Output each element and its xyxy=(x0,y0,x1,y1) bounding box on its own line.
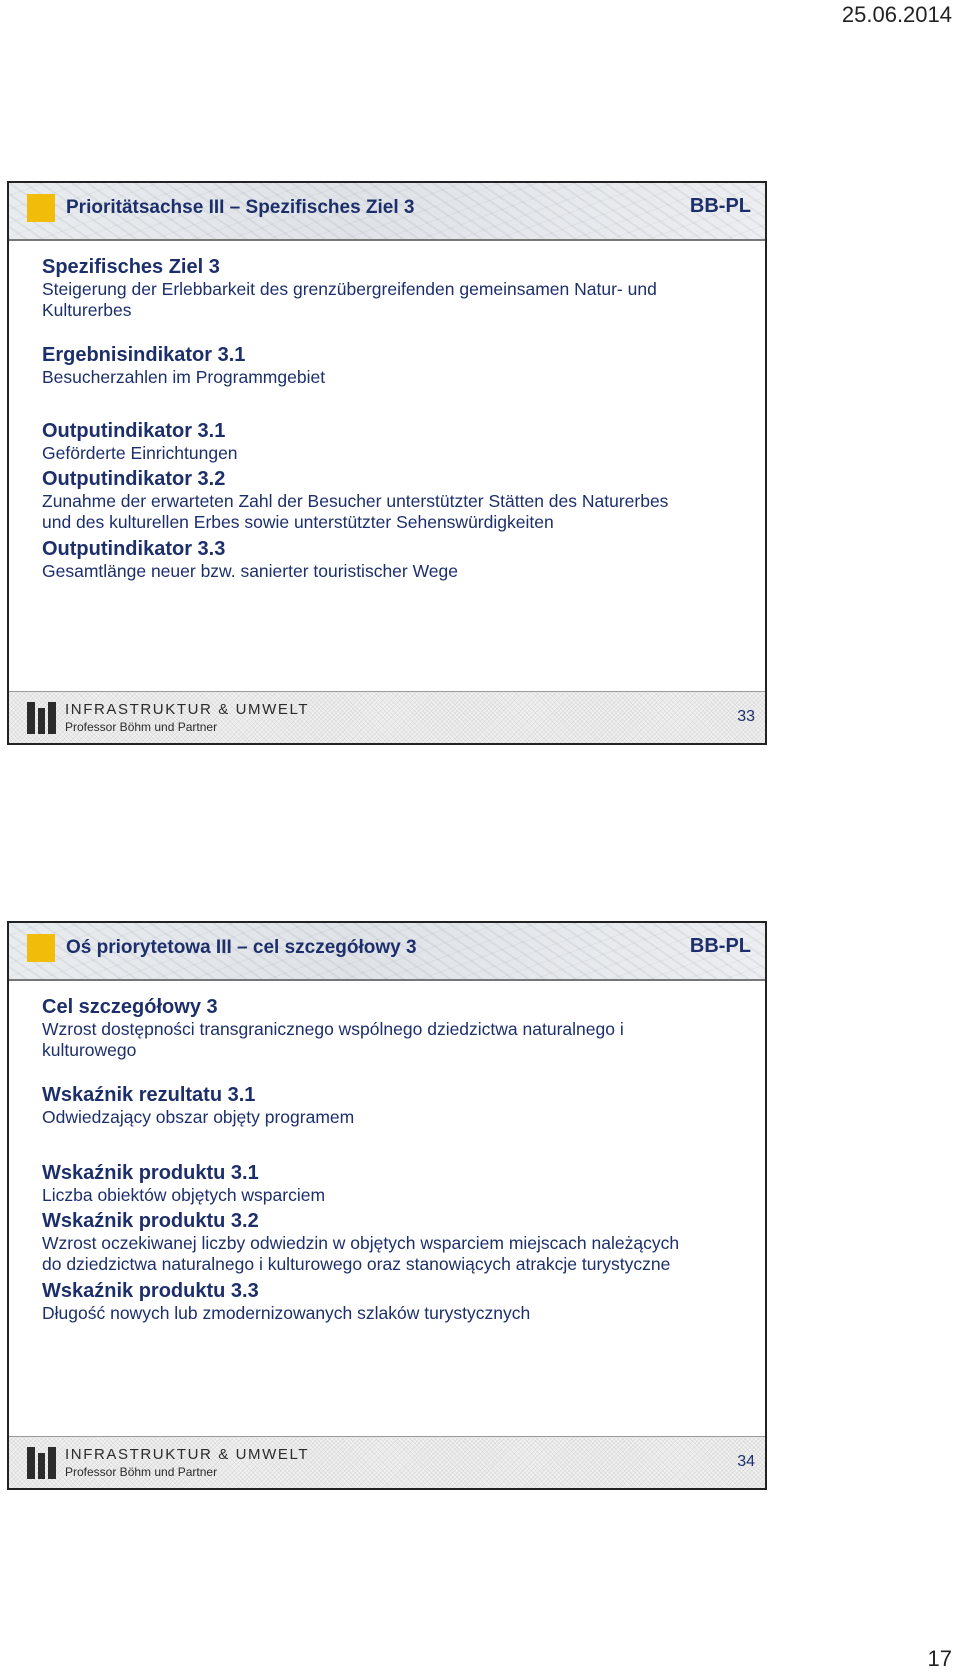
output-indicator-3-heading: Outputindikator 3.3 xyxy=(42,538,226,560)
output-indicator-3-heading: Wskaźnik produktu 3.3 xyxy=(42,1280,259,1302)
objective-text-line-2: Kulturerbes xyxy=(42,300,132,320)
output-indicator-3-block xyxy=(42,537,745,582)
result-indicator-block xyxy=(42,1083,745,1128)
output-indicator-1-text: Liczba obiektów objętych wsparciem xyxy=(42,1185,326,1205)
output-indicator-2-text-line-1: Wzrost oczekiwanej liczby odwiedzin w objętych wsparciem miejscach należących xyxy=(42,1233,680,1253)
result-indicator-block xyxy=(42,343,745,388)
slide-34 xyxy=(7,921,767,1490)
output-indicator-2-text-line-2: und des kulturellen Erbes sowie unterstützter Sehenswürdigkeiten xyxy=(42,512,554,532)
objective-block xyxy=(42,255,745,321)
slide-header xyxy=(9,923,765,981)
company-logo-icon xyxy=(27,702,57,734)
company-name: INFRASTRUKTUR & UMWELT xyxy=(65,1446,310,1463)
company-subtitle: Professor Böhm und Partner xyxy=(65,1465,218,1479)
output-indicator-1-heading: Outputindikator 3.1 xyxy=(42,420,226,442)
result-indicator-heading: Wskaźnik rezultatu 3.1 xyxy=(42,1084,256,1106)
page-number: 17 xyxy=(927,1646,952,1671)
output-indicator-1-heading: Wskaźnik produktu 3.1 xyxy=(42,1162,259,1184)
slide-number: 33 xyxy=(737,708,755,725)
output-indicator-3-text: Długość nowych lub zmodernizowanych szlaków turystycznych xyxy=(42,1303,531,1323)
output-indicator-1-block xyxy=(42,419,745,464)
output-indicator-2-text-line-1: Zunahme der erwarteten Zahl der Besucher unterstützter Stätten des Naturerbes xyxy=(42,491,669,511)
company-name: INFRASTRUKTUR & UMWELT xyxy=(65,701,310,718)
slide-footer xyxy=(9,691,765,743)
result-indicator-text: Besucherzahlen im Programmgebiet xyxy=(42,367,326,387)
output-indicator-2-heading: Wskaźnik produktu 3.2 xyxy=(42,1210,259,1232)
objective-block xyxy=(42,995,745,1061)
objective-text-line-1: Wzrost dostępności transgranicznego wspólnego dziedzictwa naturalnego i xyxy=(42,1019,624,1039)
output-indicator-3-text: Gesamtlänge neuer bzw. sanierter touristischer Wege xyxy=(42,561,458,581)
result-indicator-heading: Ergebnisindikator 3.1 xyxy=(42,344,246,366)
accent-square-icon xyxy=(27,194,55,222)
slide-title: Oś priorytetowa III – cel szczegółowy 3 xyxy=(66,937,417,958)
output-indicator-2-block xyxy=(42,467,745,533)
slide-33 xyxy=(7,181,767,745)
objective-heading: Cel szczegółowy 3 xyxy=(42,996,218,1018)
output-indicator-2-block xyxy=(42,1209,745,1275)
output-indicator-3-block xyxy=(42,1279,745,1324)
program-tag: BB-PL xyxy=(689,935,751,957)
objective-text-line-1: Steigerung der Erlebbarkeit des grenzübergreifenden gemeinsamen Natur- und xyxy=(42,279,657,299)
output-indicator-1-block xyxy=(42,1161,745,1206)
page-date: 25.06.2014 xyxy=(841,2,952,27)
slide-footer xyxy=(9,1436,765,1488)
company-logo-icon xyxy=(27,1447,57,1479)
company-subtitle: Professor Böhm und Partner xyxy=(65,720,218,734)
objective-heading: Spezifisches Ziel 3 xyxy=(42,256,220,278)
accent-square-icon xyxy=(27,934,55,962)
slide-number: 34 xyxy=(737,1453,755,1470)
output-indicator-2-heading: Outputindikator 3.2 xyxy=(42,468,226,490)
program-tag: BB-PL xyxy=(689,195,751,217)
result-indicator-text: Odwiedzający obszar objęty programem xyxy=(42,1107,355,1127)
objective-text-line-2: kulturowego xyxy=(42,1040,137,1060)
slide-title: Prioritätsachse III – Spezifisches Ziel 3 xyxy=(66,197,415,218)
slide-header xyxy=(9,183,765,241)
output-indicator-1-text: Geförderte Einrichtungen xyxy=(42,443,238,463)
output-indicator-2-text-line-2: do dziedzictwa naturalnego i kulturowego oraz stanowiących atrakcje turystyczne xyxy=(42,1254,671,1274)
